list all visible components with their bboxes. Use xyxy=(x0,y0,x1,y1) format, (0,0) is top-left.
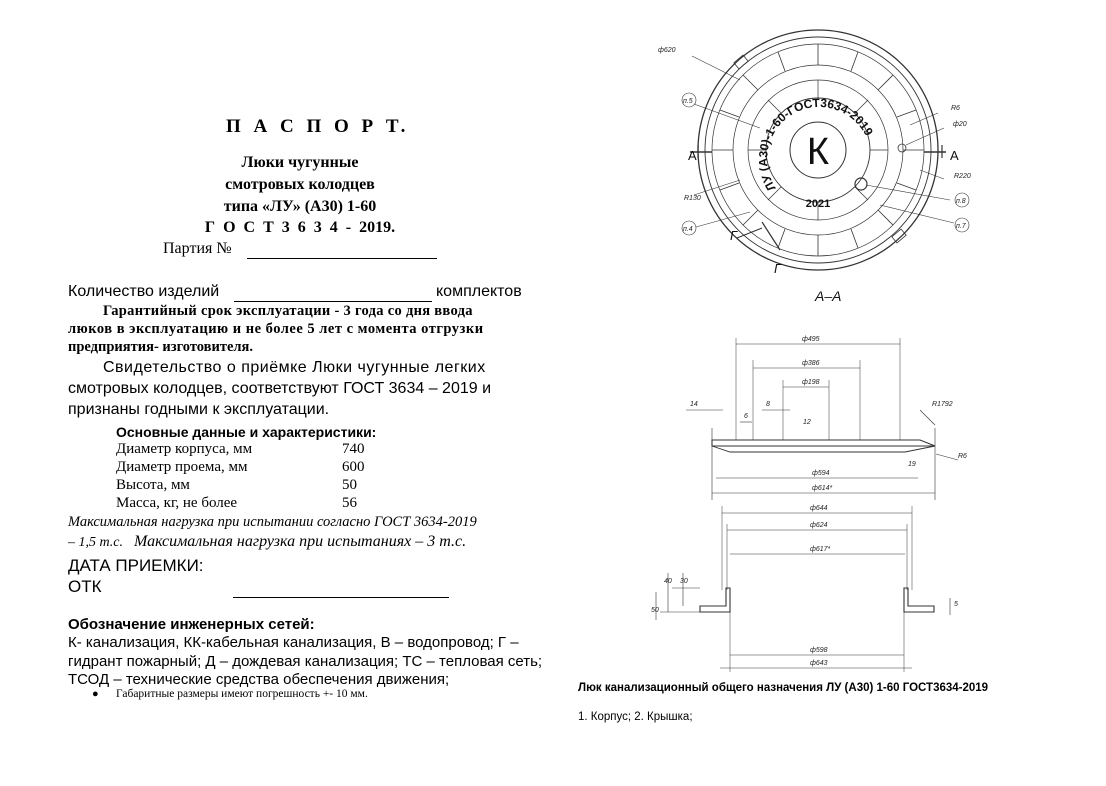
label-n7: п.7 xyxy=(956,223,966,230)
dim-h30: 30 xyxy=(680,578,688,585)
passport-title: П А С П О Р Т. xyxy=(226,116,410,137)
subtitle-line-2: смотровых колодцев xyxy=(225,176,375,193)
label-d620: ф620 xyxy=(658,47,676,54)
g-marker-2: Г xyxy=(774,261,782,276)
dim-d614: ф614* xyxy=(812,485,833,492)
body-section-view xyxy=(656,506,950,672)
dim-d198: ф198 xyxy=(802,379,820,386)
section-marker-left: А xyxy=(688,148,697,163)
cover-year: 2021 xyxy=(805,198,831,210)
certificate-line-3: признаны годными к эксплуатации. xyxy=(68,401,330,418)
dim-r6: R6 xyxy=(958,453,967,460)
subtitle-line-3: типа «ЛУ» (А30) 1-60 xyxy=(223,198,377,215)
g-marker-1: Г xyxy=(730,228,738,243)
dim-6: 6 xyxy=(744,413,748,420)
networks-line-3: ТСОД – технические средства обеспечения движения; xyxy=(68,671,450,688)
warranty-line-3: предприятия- изготовителя. xyxy=(68,339,254,355)
dim-19: 19 xyxy=(908,461,916,468)
section-marker-right: А xyxy=(950,148,959,163)
acceptance-date-label: ДАТА ПРИЕМКИ: xyxy=(68,556,204,575)
label-n5: п.5 xyxy=(683,98,693,105)
dim-14: 14 xyxy=(690,401,698,408)
networks-line-1: К- канализация, КК-кабельная канализация, В – водопровод; Г – xyxy=(68,634,519,651)
label-r220: R220 xyxy=(954,173,971,180)
char-value: 740 xyxy=(342,441,365,457)
char-label: Диаметр проема, мм xyxy=(116,459,248,475)
dim-d644: ф644 xyxy=(810,505,828,512)
batch-label: Партия № xyxy=(163,240,232,257)
char-label: Диаметр корпуса, мм xyxy=(116,441,253,457)
char-value: 56 xyxy=(342,495,357,511)
load-line-1: Максимальная нагрузка при испытании согласно ГОСТ 3634-2019 xyxy=(68,514,477,530)
section-label: А–А xyxy=(815,288,842,304)
networks-line-2: гидрант пожарный; Д – дождевая канализация; ТС – тепловая сеть; xyxy=(68,653,543,670)
dim-d386: ф386 xyxy=(802,360,820,367)
char-label: Высота, мм xyxy=(116,477,190,493)
subtitle-line-1: Люки чугунные xyxy=(241,154,359,171)
dim-d617: ф617* xyxy=(810,546,831,553)
dim-8: 8 xyxy=(766,401,770,408)
quantity-unit: комплектов xyxy=(436,283,522,300)
char-label: Масса, кг, не более xyxy=(116,495,238,511)
char-value: 600 xyxy=(342,459,365,475)
characteristics-heading: Основные данные и характеристики: xyxy=(116,424,377,440)
cover-letter: К xyxy=(806,131,830,173)
warranty-line-1: Гарантийный срок эксплуатации - 3 года со дня ввода xyxy=(103,303,473,319)
label-r6: R6 xyxy=(951,105,960,112)
certificate-line-1: Свидетельство о приёмке Люки чугунные легких xyxy=(103,359,486,376)
dim-d643: ф643 xyxy=(810,660,828,667)
subtitle-line-4: Г О С Т 3 6 3 4 - 2019. xyxy=(204,219,396,236)
networks-heading: Обозначение инженерных сетей: xyxy=(68,616,315,633)
label-n4: п.4 xyxy=(683,226,693,233)
label-n8: п.8 xyxy=(956,198,966,205)
caption-parts: 1. Корпус; 2. Крышка; xyxy=(578,711,693,723)
dim-h40: 40 xyxy=(664,578,672,585)
load-line-2a: – 1,5 т.с. xyxy=(68,535,123,550)
dim-d594: ф594 xyxy=(812,470,830,477)
bullet-icon: ● xyxy=(92,688,99,700)
networks-bullet-text: Габаритные размеры имеют погрешность +- 10 мм. xyxy=(116,688,368,700)
cover-ring-textpath: ЛУ (А30)-1-60-ГОСТ3634-2019 xyxy=(756,95,876,194)
label-d20: ф20 xyxy=(953,121,967,128)
dim-12: 12 xyxy=(803,419,811,426)
quantity-label: Количество изделий xyxy=(68,283,220,300)
dim-r1792: R1792 xyxy=(932,401,953,408)
dim-h50: 50 xyxy=(651,607,659,614)
load-line-2b: Максимальная нагрузка при испытаниях – 3 т.с. xyxy=(134,533,467,550)
caption-title: Люк канализационный общего назначения ЛУ (А30) 1-60 ГОСТ3634-2019 xyxy=(578,682,989,694)
warranty-line-2: люков в эксплуатацию и не более 5 лет с момента отгрузки xyxy=(68,321,484,337)
dim-d495: ф495 xyxy=(802,336,820,343)
label-r130: R130 xyxy=(684,195,701,202)
certificate-line-2: смотровых колодцев, соответствуют ГОСТ 3634 – 2019 и xyxy=(68,380,492,397)
dim-d598: ф598 xyxy=(810,647,828,654)
otk-label: ОТК xyxy=(68,577,102,596)
dim-d624: ф624 xyxy=(810,522,828,529)
char-value: 50 xyxy=(342,477,357,493)
dim-h5: 5 xyxy=(954,601,958,608)
